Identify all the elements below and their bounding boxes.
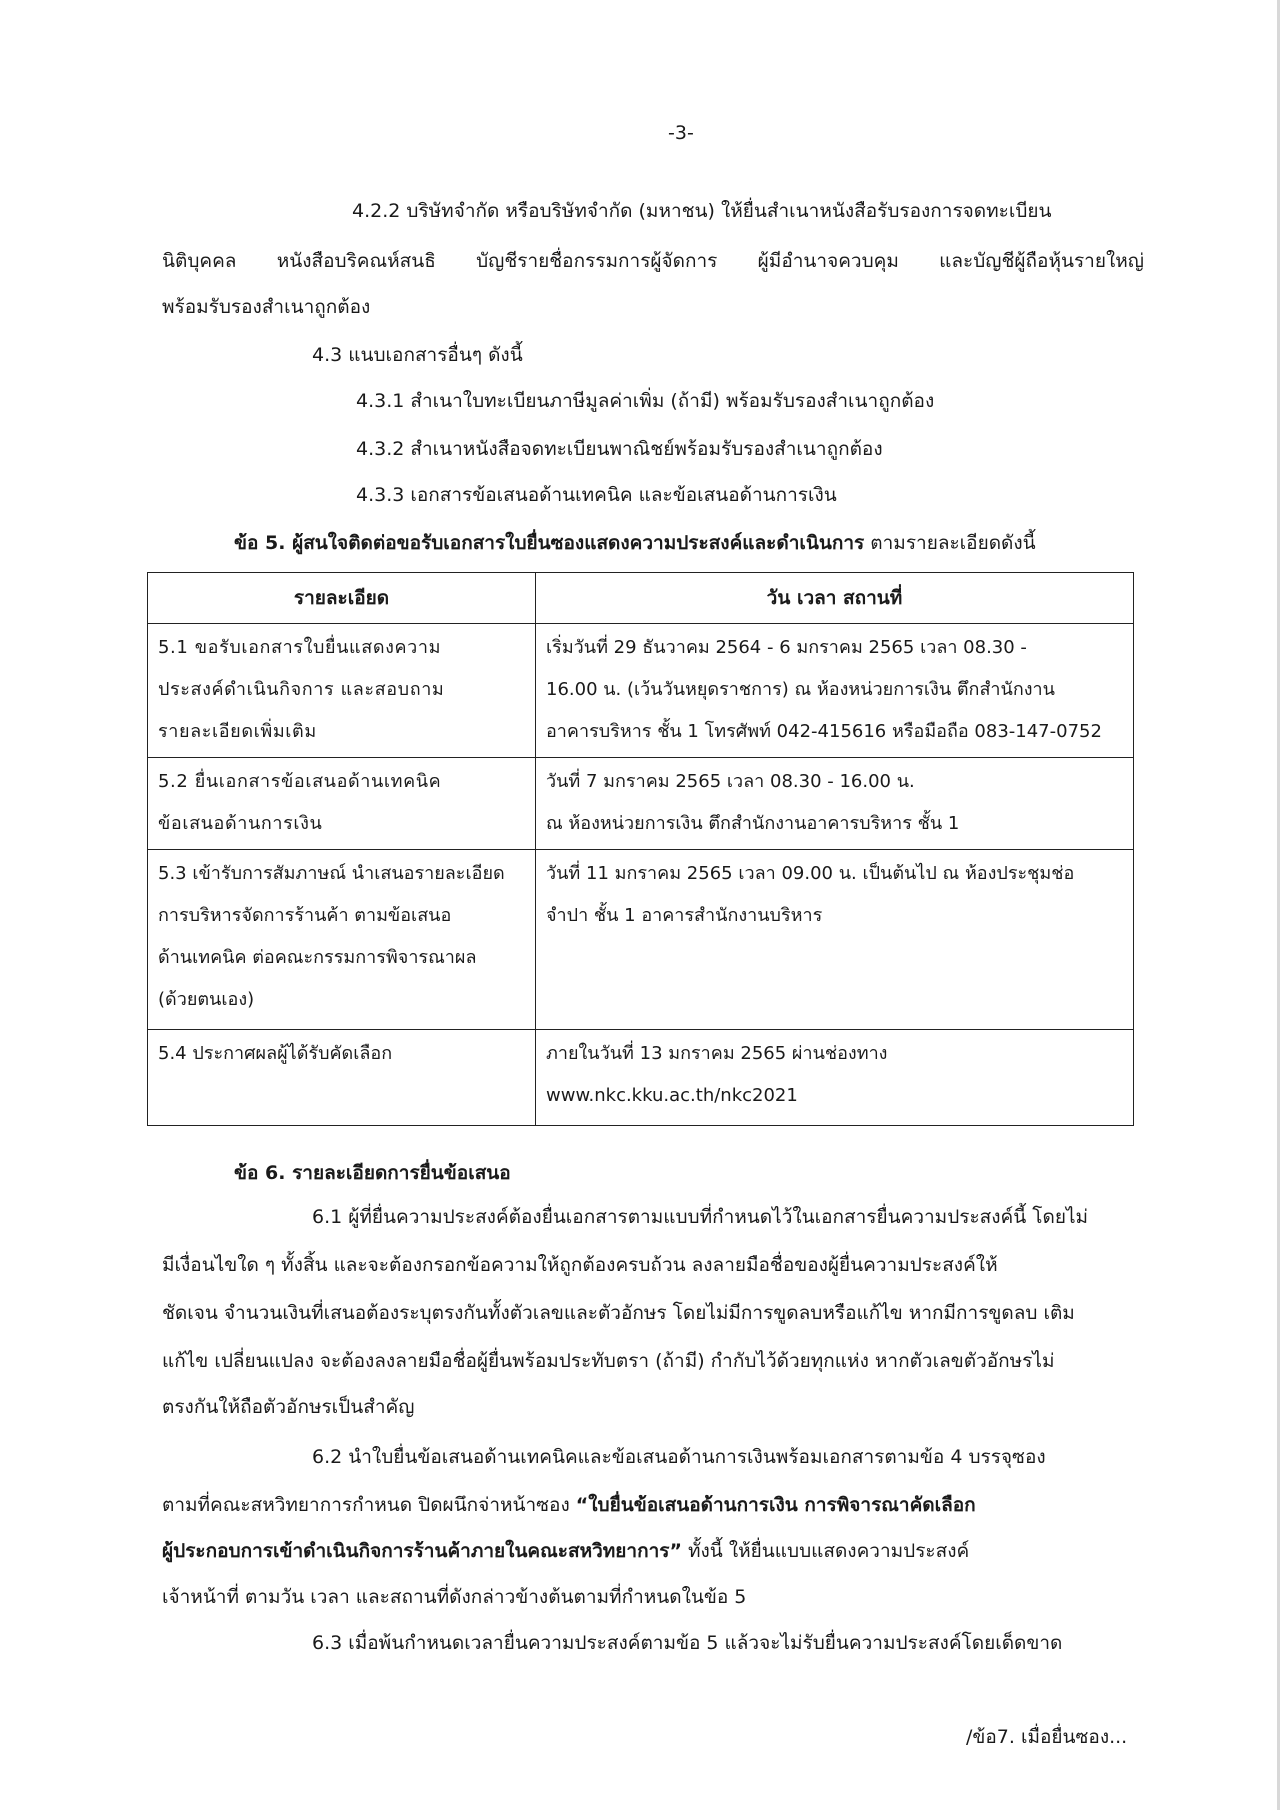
para-6-1-line: 6.1 ผู้ที่ยื่นความประสงค์ต้องยื่นเอกสารตามแบบที่กำหนดไว้ในเอกสารยื่นความประสงค์นี้ โดยไม่: [312, 1206, 1089, 1228]
website-link[interactable]: www.nkc.kku.ac.th/nkc2021: [546, 1085, 798, 1106]
para-4-2-2-line2: [162, 246, 1144, 276]
para-6-1-line: ชัดเจน จำนวนเงินที่เสนอต้องระบุตรงกันทั้งตัวเลขและตัวอักษร โดยไม่มีการขูดลบหรือแก้ไข หากมีการขูดลบ เติม: [162, 1302, 1075, 1324]
table-cell-detail: [158, 1033, 392, 1075]
page-number: -3-: [668, 122, 694, 144]
cell-line: การบริหารจัดการร้านค้า ตามข้อเสนอ: [158, 905, 452, 926]
section5-heading-bold: ข้อ 5. ผู้สนใจติดต่อขอรับเอกสารใบยื่นซองแสดงความประสงค์และดำเนินการ: [234, 532, 865, 554]
para-6-1-line: ตรงกันให้ถือตัวอักษรเป็นสำคัญ: [162, 1396, 415, 1418]
word: นิติบุคคล: [162, 250, 237, 272]
row-divider: [148, 849, 1133, 850]
cell-line: ด้านเทคนิค ต่อคณะกรรมการพิจารณาผล: [158, 947, 477, 968]
para-6-2-line3-bold: ผู้ประกอบการเข้าดำเนินกิจการร้านค้าภายในคณะสหวิทยาการ”: [162, 1540, 682, 1562]
para-6-1-line: มีเงื่อนไขใด ๆ ทั้งสิ้น และจะต้องกรอกข้อความให้ถูกต้องครบถ้วน ลงลายมือชื่อของผู้ยื่นความประสงค์ให้: [162, 1254, 998, 1276]
cell-line: อาคารบริหาร ชั้น 1 โทรศัพท์ 042-415616 หรือมือถือ 083-147-0752: [546, 721, 1102, 742]
para-6-3: 6.3 เมื่อพ้นกำหนดเวลายื่นความประสงค์ตามข้อ 5 แล้วจะไม่รับยื่นความประสงค์โดยเด็ดขาด: [312, 1632, 1063, 1654]
cell-line: ภายในวันที่ 13 มกราคม 2565 ผ่านช่องทาง: [546, 1043, 888, 1064]
cell-line: ข้อเสนอด้านการเงิน: [158, 813, 323, 834]
cell-line: วันที่ 11 มกราคม 2565 เวลา 09.00 น. เป็นต้นไป ณ ห้องประชุมช่อ: [546, 863, 1075, 884]
para-4-2-2-line3: พร้อมรับรองสำเนาถูกต้อง: [162, 296, 371, 318]
cell-line: 5.4 ประกาศผลผู้ได้รับคัดเลือก: [158, 1043, 393, 1064]
row-divider: [148, 757, 1133, 758]
item-4-3-1: 4.3.1 สำเนาใบทะเบียนภาษีมูลค่าเพิ่ม (ถ้ามี) พร้อมรับรองสำเนาถูกต้อง: [356, 390, 935, 412]
cell-line: (ด้วยตนเอง): [158, 989, 255, 1010]
para-6-1-line: แก้ไข เปลี่ยนแปลง จะต้องลงลายมือชื่อผู้ยื่นพร้อมประทับตรา (ถ้ามี) กำกับไว้ด้วยทุกแห่ง หากตัวเลขตัวอักษรไม่: [162, 1350, 1055, 1372]
cell-line: จำปา ชั้น 1 อาคารสำนักงานบริหาร: [546, 905, 823, 926]
schedule-table: [147, 572, 1134, 1126]
cell-line: 5.1 ขอรับเอกสารใบยื่นแสดงความ: [158, 637, 442, 658]
table-header-detail: รายละเอียด: [293, 587, 390, 609]
para-6-2-line3: [162, 1536, 969, 1566]
cell-line: 5.2 ยื่นเอกสารข้อเสนอด้านเทคนิค: [158, 771, 442, 792]
cell-line: 5.3 เข้ารับการสัมภาษณ์ นำเสนอรายละเอียด: [158, 863, 505, 884]
word: และบัญชีผู้ถือหุ้นรายใหญ่: [939, 250, 1144, 272]
para-6-2-line1: 6.2 นำใบยื่นข้อเสนอด้านเทคนิคและข้อเสนอด้านการเงินพร้อมเอกสารตามข้อ 4 บรรจุซอง: [312, 1446, 1046, 1468]
cell-line: ณ ห้องหน่วยการเงิน ตึกสำนักงานอาคารบริหาร ชั้น 1: [546, 813, 960, 834]
table-cell-detail: [158, 627, 444, 753]
para-4-2-2-line1: 4.2.2 บริษัทจำกัด หรือบริษัทจำกัด (มหาชน) ให้ยื่นสำเนาหนังสือรับรองการจดทะเบียน: [352, 200, 1052, 222]
table-cell-detail: [158, 853, 505, 1021]
table-cell-when: [546, 627, 1102, 753]
row-divider: [148, 623, 1133, 624]
cell-line: ประสงค์ดำเนินกิจการ และสอบถาม: [158, 679, 445, 700]
table-cell-when: [546, 853, 1074, 937]
word: บัญชีรายชื่อกรรมการผู้จัดการ: [476, 250, 718, 272]
word: หนังสือบริคณห์สนธิ: [276, 250, 436, 272]
para-6-2-line3-rest: ทั้งนี้ ให้ยื่นแบบแสดงความประสงค์: [681, 1540, 970, 1562]
cell-line: รายละเอียดเพิ่มเติม: [158, 721, 317, 742]
table-header-when: วัน เวลา สถานที่: [766, 587, 903, 609]
para-6-2-line2-bold: “ใบยื่นข้อเสนอด้านการเงิน การพิจารณาคัดเลือก: [575, 1494, 976, 1516]
item-4-3: 4.3 แนบเอกสารอื่นๆ ดังนี้: [312, 344, 523, 366]
section5-heading-rest: ตามรายละเอียดดังนี้: [864, 532, 1036, 554]
row-divider: [148, 1029, 1133, 1030]
section6-heading: ข้อ 6. รายละเอียดการยื่นข้อเสนอ: [234, 1162, 511, 1184]
cell-line: วันที่ 7 มกราคม 2565 เวลา 08.30 - 16.00 น.: [546, 771, 915, 792]
item-4-3-3: 4.3.3 เอกสารข้อเสนอด้านเทคนิค และข้อเสนอด้านการเงิน: [356, 484, 837, 506]
para-6-2-line2-pre: ตามที่คณะสหวิทยาการกำหนด ปิดผนึกจ่าหน้าซอง: [162, 1494, 576, 1516]
para-6-2-line4: เจ้าหน้าที่ ตามวัน เวลา และสถานที่ดังกล่าวข้างต้นตามที่กำหนดในข้อ 5: [162, 1586, 747, 1608]
table-cell-when: [546, 761, 959, 845]
para-6-2-line2: [162, 1490, 976, 1520]
table-cell-when: [546, 1033, 887, 1117]
section5-heading: [234, 528, 1036, 558]
cell-line: 16.00 น. (เว้นวันหยุดราชการ) ณ ห้องหน่วยการเงิน ตึกสำนักงาน: [546, 679, 1055, 700]
item-4-3-2: 4.3.2 สำเนาหนังสือจดทะเบียนพาณิชย์พร้อมรับรองสำเนาถูกต้อง: [356, 438, 883, 460]
table-cell-detail: [158, 761, 441, 845]
word: ผู้มีอำนาจควบคุม: [757, 250, 899, 272]
cell-line: เริ่มวันที่ 29 ธันวาคม 2564 - 6 มกราคม 2565 เวลา 08.30 -: [546, 637, 1027, 658]
continuation-note: /ข้อ7. เมื่อยื่นซอง...: [966, 1726, 1128, 1748]
